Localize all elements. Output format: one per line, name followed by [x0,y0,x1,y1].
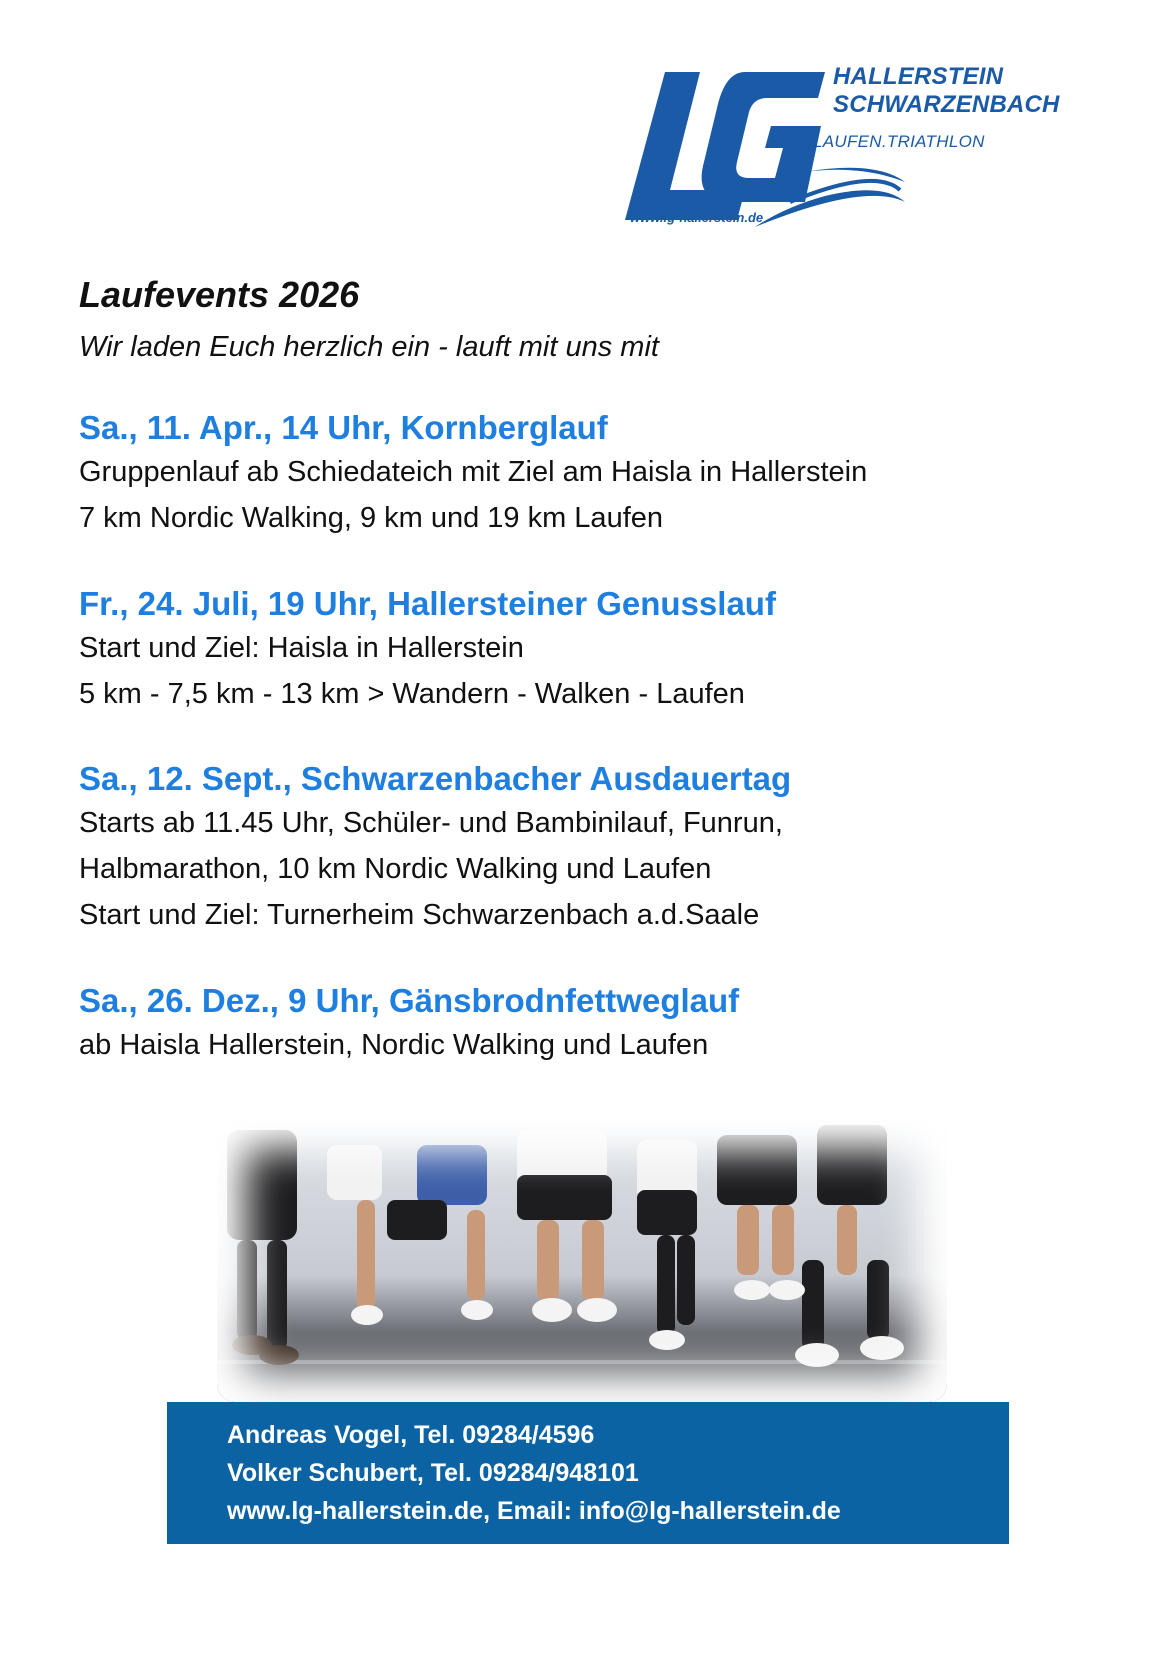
event-detail: Start und Ziel: Haisla in Hallerstein [79,632,524,664]
event-heading: Sa., 12. Sept., Schwarzenbacher Ausdauertag [79,760,792,797]
event-detail: 7 km Nordic Walking, 9 km und 19 km Laufen [79,502,664,534]
page-title: Laufevents 2026 [79,274,360,315]
logo-line-hallerstein: HALLERSTEIN [833,63,1004,90]
event-genusslauf [79,583,776,717]
event-detail: Gruppenlauf ab Schiedateich mit Ziel am Haisla in Hallerstein [79,456,868,488]
contact-web-email: www.lg-hallerstein.de, Email: info@lg-hallerstein.de [227,1497,841,1525]
event-ausdauertag [79,758,791,938]
event-heading: Fr., 24. Juli, 19 Uhr, Hallersteiner Genusslauf [79,585,776,622]
club-logo [625,62,1085,232]
logo-line-schwarzenbach: SCHWARZENBACH [833,91,1060,118]
event-detail: Halbmarathon, 10 km Nordic Walking und Laufen [79,853,712,885]
event-kornberglauf [79,407,867,541]
event-detail: 5 km - 7,5 km - 13 km > Wandern - Walken - Laufen [79,678,745,710]
contact-andreas-vogel: Andreas Vogel, Tel. 09284/4596 [227,1421,595,1449]
logo-tagline: LAUFEN.TRIATHLON [813,132,985,151]
runners-photo [217,1120,947,1402]
event-detail: Start und Ziel: Turnerheim Schwarzenbach a.d.Saale [79,899,760,931]
event-gaensbrodnfettweglauf [79,980,739,1068]
page-subtitle: Wir laden Euch herzlich ein - lauft mit uns mit [79,331,659,363]
logo-url: www.lg-hallerstein.de [630,210,764,225]
contact-volker-schubert: Volker Schubert, Tel. 09284/948101 [227,1459,639,1487]
event-heading: Sa., 11. Apr., 14 Uhr, Kornberglauf [79,409,608,446]
event-heading: Sa., 26. Dez., 9 Uhr, Gänsbrodnfettweglauf [79,982,740,1019]
contact-box [167,1402,1009,1544]
event-detail: Starts ab 11.45 Uhr, Schüler- und Bambinilauf, Funrun, [79,807,783,839]
event-detail: ab Haisla Hallerstein, Nordic Walking und Laufen [79,1029,709,1061]
